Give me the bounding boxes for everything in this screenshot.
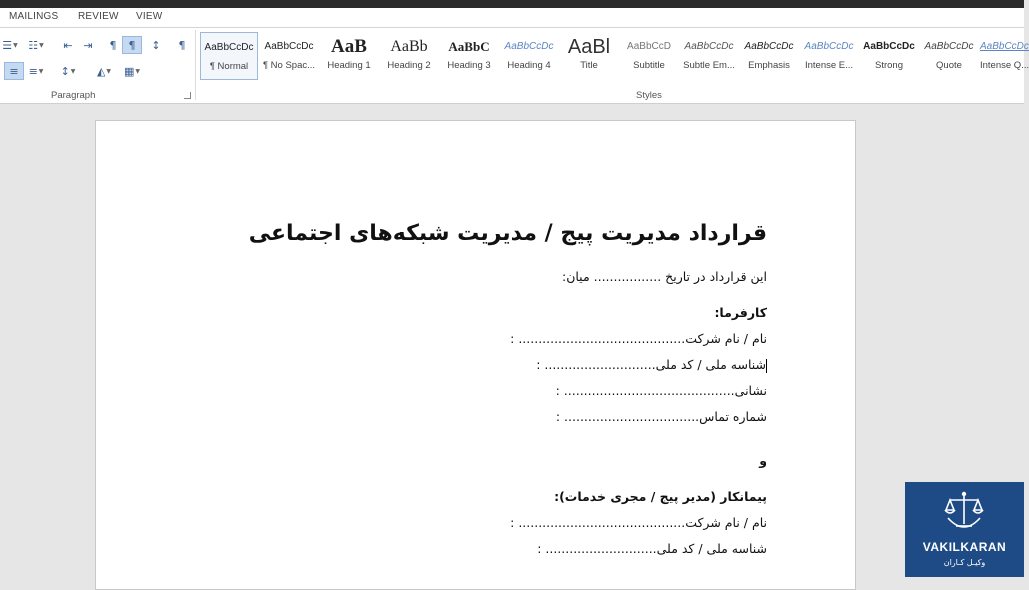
employer-address-line: نشانی........................................... : — [555, 383, 767, 398]
employer-name-line: نام / نام شرکت.......................................... : — [510, 331, 767, 346]
employer-id-text: شناسه ملی / کد ملی............................ : — [536, 357, 766, 372]
contractor-heading: پیمانکار (مدیر پیج / مجری خدمات): — [554, 489, 767, 504]
style-name: Quote — [936, 60, 962, 71]
ribbon-divider — [195, 30, 196, 100]
style-normal[interactable] — [200, 32, 258, 80]
tab-mailings[interactable]: MAILINGS — [9, 11, 59, 22]
line-spacing-icon: ↕ — [60, 64, 70, 78]
style-preview: AaBb — [390, 38, 428, 55]
align-left-button[interactable] — [4, 62, 24, 80]
style-name: Heading 2 — [387, 60, 431, 71]
style-preview: AaB — [331, 36, 367, 57]
increase-indent-button[interactable] — [78, 36, 98, 54]
style-preview: AaBbCcDc — [264, 41, 314, 52]
bullets-button[interactable]: ☰ ▼ — [2, 38, 18, 52]
style-heading-2[interactable] — [380, 32, 438, 80]
style-name: Intense E... — [804, 60, 854, 71]
style-title[interactable] — [560, 32, 618, 80]
decrease-indent-button[interactable] — [58, 36, 78, 54]
style-preview: AaBbCcDc — [684, 41, 734, 52]
document-canvas — [0, 105, 1024, 577]
style-name: Subtitle — [633, 60, 665, 71]
style-name: Intense Q... — [980, 60, 1029, 71]
styles-gallery — [200, 32, 1029, 84]
style-name: Title — [580, 60, 598, 71]
style-name: Emphasis — [748, 60, 790, 71]
style-name: Heading 3 — [447, 60, 491, 71]
line-spacing-button[interactable]: ↕ ▼ — [60, 64, 76, 78]
employer-id-line — [207, 352, 767, 378]
show-formatting-marks-button[interactable] — [172, 36, 192, 54]
justify-button[interactable]: ≡ ▼ — [28, 64, 44, 78]
employer-heading: کارفرما: — [714, 305, 767, 320]
multilevel-list-button[interactable]: ☷ ▼ — [28, 38, 44, 52]
style-subtitle[interactable] — [620, 32, 678, 80]
logo-text-en: VAKILKARAN — [922, 540, 1007, 554]
style-strong[interactable] — [860, 32, 918, 80]
style-preview: AaBbCcDc — [504, 41, 554, 52]
contractor-name-line: نام / نام شرکت.......................................... : — [510, 515, 767, 530]
bullets-icon: ☰ — [2, 38, 13, 52]
style-subtle-emphasis[interactable] — [680, 32, 738, 80]
ltr-direction-button[interactable] — [103, 36, 123, 54]
style-heading-1[interactable] — [320, 32, 378, 80]
increase-indent-icon: ⇥ — [83, 38, 93, 52]
text-cursor — [766, 359, 767, 373]
style-preview: AaBbCcDc — [980, 41, 1029, 52]
justify-icon: ≡ — [28, 64, 38, 78]
intro-line: این قرارداد در تاریخ ................. میان: — [561, 269, 767, 284]
paragraph-dialog-launcher-icon[interactable] — [184, 92, 191, 99]
sort-button[interactable] — [146, 36, 166, 54]
rtl-paragraph-icon: ¶ — [128, 38, 136, 52]
decrease-indent-icon: ⇤ — [63, 38, 73, 52]
style-heading-3[interactable] — [440, 32, 498, 80]
style-quote[interactable] — [920, 32, 978, 80]
document-page[interactable] — [95, 120, 856, 590]
style-name: ¶ Normal — [209, 61, 249, 72]
vakilkaran-logo — [905, 482, 1024, 577]
style-preview: AaBbCcDc — [744, 41, 794, 52]
style-intense-quote[interactable] — [980, 32, 1029, 80]
borders-button[interactable]: ▦ ▼ — [123, 64, 141, 78]
window-top-bar — [0, 0, 1024, 8]
style-name: Heading 4 — [507, 60, 551, 71]
document-body[interactable] — [207, 221, 767, 562]
contract-title: قرارداد مدیریت پیج / مدیریت شبکه‌های اجتماعی — [248, 221, 767, 246]
style-name: Subtle Em... — [683, 60, 735, 71]
align-left-icon: ≡ — [9, 64, 19, 78]
borders-icon: ▦ — [123, 64, 135, 78]
pilcrow-icon: ¶ — [178, 38, 186, 52]
style-no-spacing[interactable] — [260, 32, 318, 80]
style-heading-4[interactable] — [500, 32, 558, 80]
contractor-id-line: شناسه ملی / کد ملی............................ : — [537, 541, 767, 556]
style-preview: AaBbCcDc — [804, 41, 854, 52]
sort-icon: ↕ — [151, 38, 161, 52]
style-preview: AaBbCcD — [627, 41, 671, 52]
style-name: Heading 1 — [327, 60, 371, 71]
style-emphasis[interactable] — [740, 32, 798, 80]
ribbon — [0, 28, 1029, 104]
paint-bucket-icon: ◭ — [96, 64, 106, 78]
tab-view[interactable]: VIEW — [136, 11, 163, 22]
style-preview: AaBbCcDc — [863, 41, 915, 52]
style-preview: AaBbCcDc — [204, 42, 254, 53]
style-name: ¶ No Spac... — [262, 60, 316, 71]
tab-review[interactable]: REVIEW — [78, 11, 119, 22]
styles-group-label: Styles — [636, 90, 662, 101]
ribbon-tab-bar — [0, 8, 1024, 28]
employer-phone-line: شماره تماس.................................. : — [555, 409, 767, 424]
style-preview: AaBl — [567, 36, 611, 58]
style-preview: AaBbCcDc — [924, 41, 974, 52]
style-intense-emphasis[interactable] — [800, 32, 858, 80]
ltr-paragraph-icon: ¶ — [109, 38, 117, 52]
shading-button[interactable]: ◭ ▼ — [96, 64, 112, 78]
style-preview: AaBbC — [448, 39, 490, 54]
logo-text-fa: وکیـل کـاران — [943, 558, 986, 567]
scales-of-justice-icon — [940, 488, 988, 536]
rtl-direction-button[interactable] — [122, 36, 142, 54]
multilevel-list-icon: ☷ — [28, 38, 39, 52]
and-conjunction: و — [759, 453, 767, 468]
paragraph-group-label: Paragraph — [51, 90, 96, 101]
style-name: Strong — [875, 60, 903, 71]
